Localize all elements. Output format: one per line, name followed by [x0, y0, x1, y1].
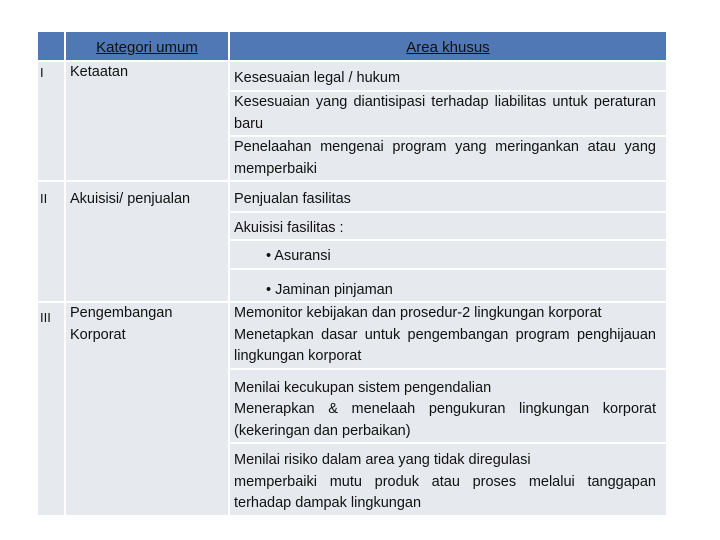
area-item: Menetapkan dasar untuk pengembangan program penghijauan lingkungan korporat [234, 326, 656, 364]
area-item: Menerapkan & menelaah pengukuran lingkungan korporat (kekeringan dan perbaikan) [234, 401, 656, 439]
category-area-table [36, 30, 668, 517]
area-cell: Kesesuaian legal / hukum [230, 62, 666, 90]
area-item: memperbaiki mutu produk atau proses melalui tanggapan terhadap dampak lingkungan [234, 473, 656, 511]
area-cell: Penelaahan mengenai program yang meringankan atau yang memperbaiki [230, 137, 666, 180]
table-header-row [38, 32, 666, 60]
category-cell: Ketaatan [66, 62, 228, 180]
area-cell [230, 303, 666, 368]
table-row [38, 303, 666, 368]
area-cell: Penjualan fasilitas [230, 182, 666, 211]
area-cell [230, 444, 666, 515]
table-row [38, 62, 666, 90]
area-cell: Akuisisi fasilitas : [230, 213, 666, 240]
table-row [38, 182, 666, 211]
header-area-khusus: Area khusus [230, 32, 666, 60]
header-kategori-umum: Kategori umum [66, 32, 228, 60]
category-cell: Pengembangan Korporat [66, 303, 228, 515]
area-bullet: • Jaminan pinjaman [230, 270, 666, 302]
area-cell: Kesesuaian yang diantisipasi terhadap liabilitas untuk peraturan baru [230, 92, 666, 135]
area-item: Memonitor kebijakan dan prosedur-2 lingkungan korporat [234, 305, 602, 321]
header-num-cell [38, 32, 64, 60]
row-number: III [38, 303, 64, 515]
row-number: I [38, 62, 64, 180]
category-cell: Akuisisi/ penjualan [66, 182, 228, 301]
area-bullet: • Asuransi [230, 241, 666, 268]
area-item: Menilai kecukupan sistem pengendalian [234, 379, 492, 396]
area-cell [230, 370, 666, 443]
area-item: Menilai risiko dalam area yang tidak diregulasi [234, 452, 531, 468]
row-number: II [38, 182, 64, 301]
